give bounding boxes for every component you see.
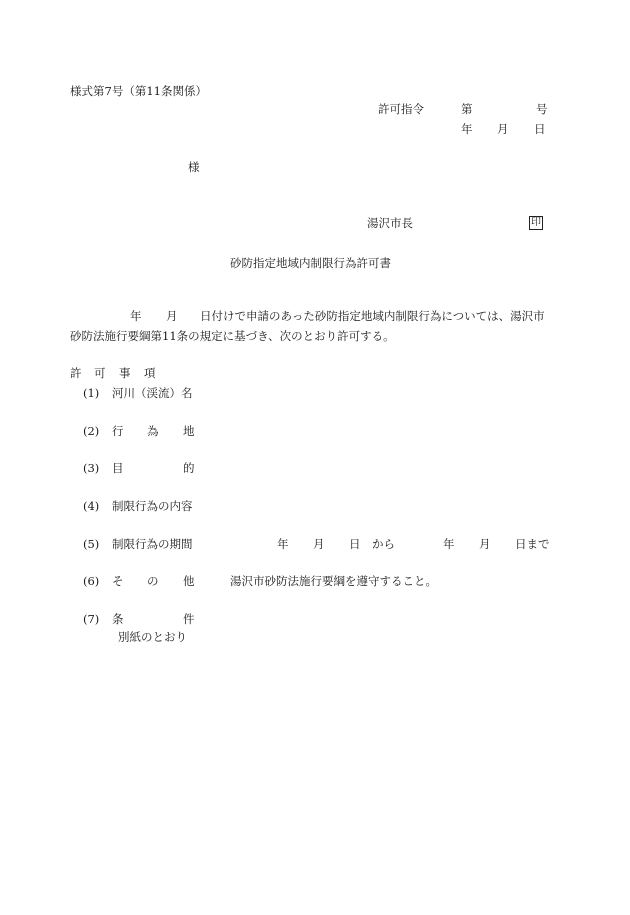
item-label-char: 件 [183, 612, 195, 626]
addressee-honorific: 様 [188, 160, 200, 174]
item-label-char: 行 [112, 424, 124, 438]
item-number: (5) [83, 537, 100, 551]
period-end-month-label: 月 [479, 537, 491, 551]
section-heading-char: 項 [144, 366, 156, 380]
item-label-char: 条 [112, 612, 124, 626]
body-line-2: 砂防法施行要綱第11条の規定に基づき、次のとおり許可する。 [70, 329, 395, 343]
period-start-month-label: 月 [313, 537, 325, 551]
other-conditions-text: 湯沢市砂防法施行要綱を遵守すること。 [230, 574, 437, 588]
issue-day-label: 日 [534, 122, 546, 136]
section-heading-char: 可 [94, 366, 106, 380]
item-label-restricted-act-content: 制限行為の内容 [112, 499, 193, 513]
permit-order-label: 許可指令 [378, 102, 424, 116]
item-label-char: の [147, 574, 159, 588]
item-label-restricted-act-period: 制限行為の期間 [112, 537, 193, 551]
issue-year-label: 年 [461, 122, 473, 136]
document-title: 砂防指定地域内制限行為許可書 [230, 256, 391, 270]
seal-mark: 印 [531, 217, 541, 228]
permit-number-suffix: 号 [536, 102, 548, 116]
issuer-name: 湯沢市長 [367, 216, 413, 230]
conditions-text: 別紙のとおり [118, 630, 187, 644]
body-month-label: 月 [166, 309, 178, 323]
item-label-char: 他 [183, 574, 195, 588]
item-label-char: 地 [183, 424, 195, 438]
section-heading-char: 許 [70, 366, 82, 380]
period-end-year-label: 年 [443, 537, 455, 551]
item-number: (3) [83, 461, 100, 475]
period-end-day-label: 日まで [515, 537, 550, 551]
item-label-char: 的 [183, 461, 195, 475]
item-label-char: そ [112, 574, 124, 588]
permit-number-prefix: 第 [461, 102, 473, 116]
item-label-river-name: 河川（渓流）名 [112, 386, 193, 400]
period-start-year-label: 年 [277, 537, 289, 551]
period-start-day-label: 日 から [349, 537, 395, 551]
item-number: (6) [83, 574, 100, 588]
item-label-char: 為 [147, 424, 159, 438]
item-number: (1) [83, 386, 100, 400]
body-year-label: 年 [130, 309, 142, 323]
body-line-1: 日付けで申請のあった砂防指定地域内制限行為については、湯沢市 [200, 309, 545, 323]
item-number: (7) [83, 612, 100, 626]
form-number: 様式第7号（第11条関係） [70, 84, 207, 98]
item-label-char: 目 [112, 461, 124, 475]
issue-month-label: 月 [497, 122, 509, 136]
section-heading-char: 事 [119, 366, 131, 380]
item-number: (4) [83, 499, 100, 513]
item-number: (2) [83, 424, 100, 438]
